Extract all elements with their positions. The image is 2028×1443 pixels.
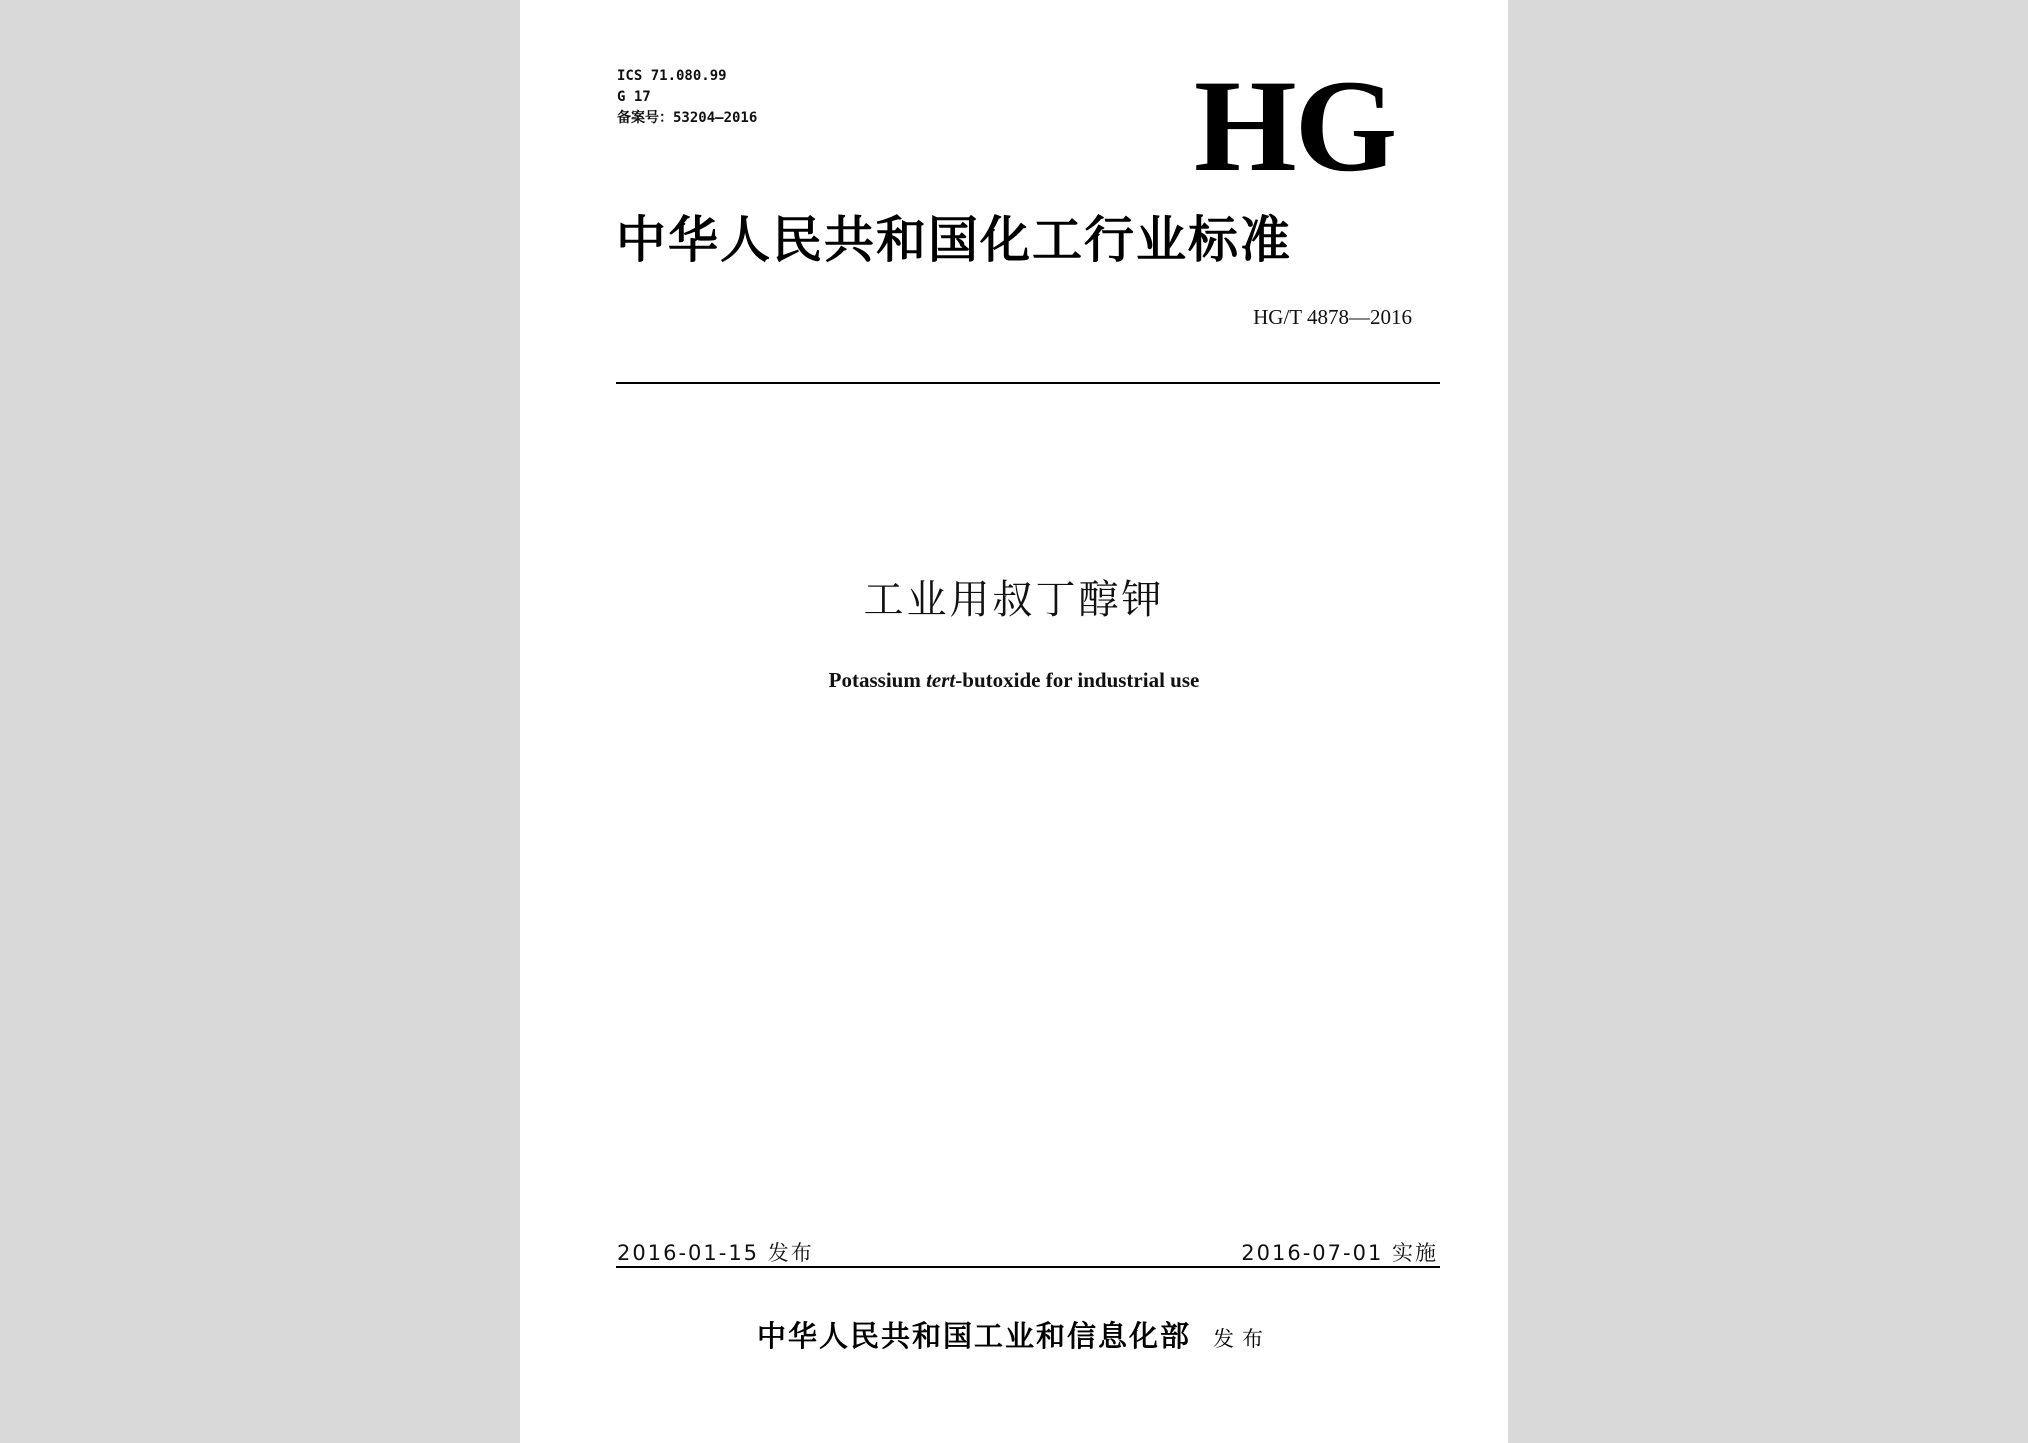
product-name-cn: 工业用叔丁醇钾 [863, 577, 1165, 623]
issuing-organization: 中华人民共和国工业和信息化部 [756, 1319, 1191, 1353]
issue-action: 发布 [1213, 1327, 1271, 1351]
document-page [520, 0, 1508, 1443]
bottom-divider [616, 1266, 1440, 1268]
standard-title: 中华人民共和国化工行业标准 [616, 211, 1292, 269]
ccs-code: G 17 [617, 89, 651, 105]
en-name-prefix: Potassium [828, 668, 927, 692]
classification-block [617, 66, 757, 129]
en-name-suffix: -butoxide for industrial use [955, 668, 1200, 692]
en-name-italic: tert [926, 668, 956, 692]
product-name-en [520, 668, 1508, 693]
issuer-line [520, 1314, 1508, 1355]
publish-date: 2016-01-15 发布 [617, 1241, 814, 1265]
hg-logo: HG [1194, 52, 1396, 199]
record-number: 备案号：53204—2016 [617, 110, 758, 126]
implement-date: 2016-07-01 实施 [1241, 1241, 1438, 1265]
ics-code: ICS 71.080.99 [617, 68, 727, 84]
standard-code: HG/T 4878—2016 [1253, 305, 1412, 329]
top-divider [616, 382, 1440, 384]
